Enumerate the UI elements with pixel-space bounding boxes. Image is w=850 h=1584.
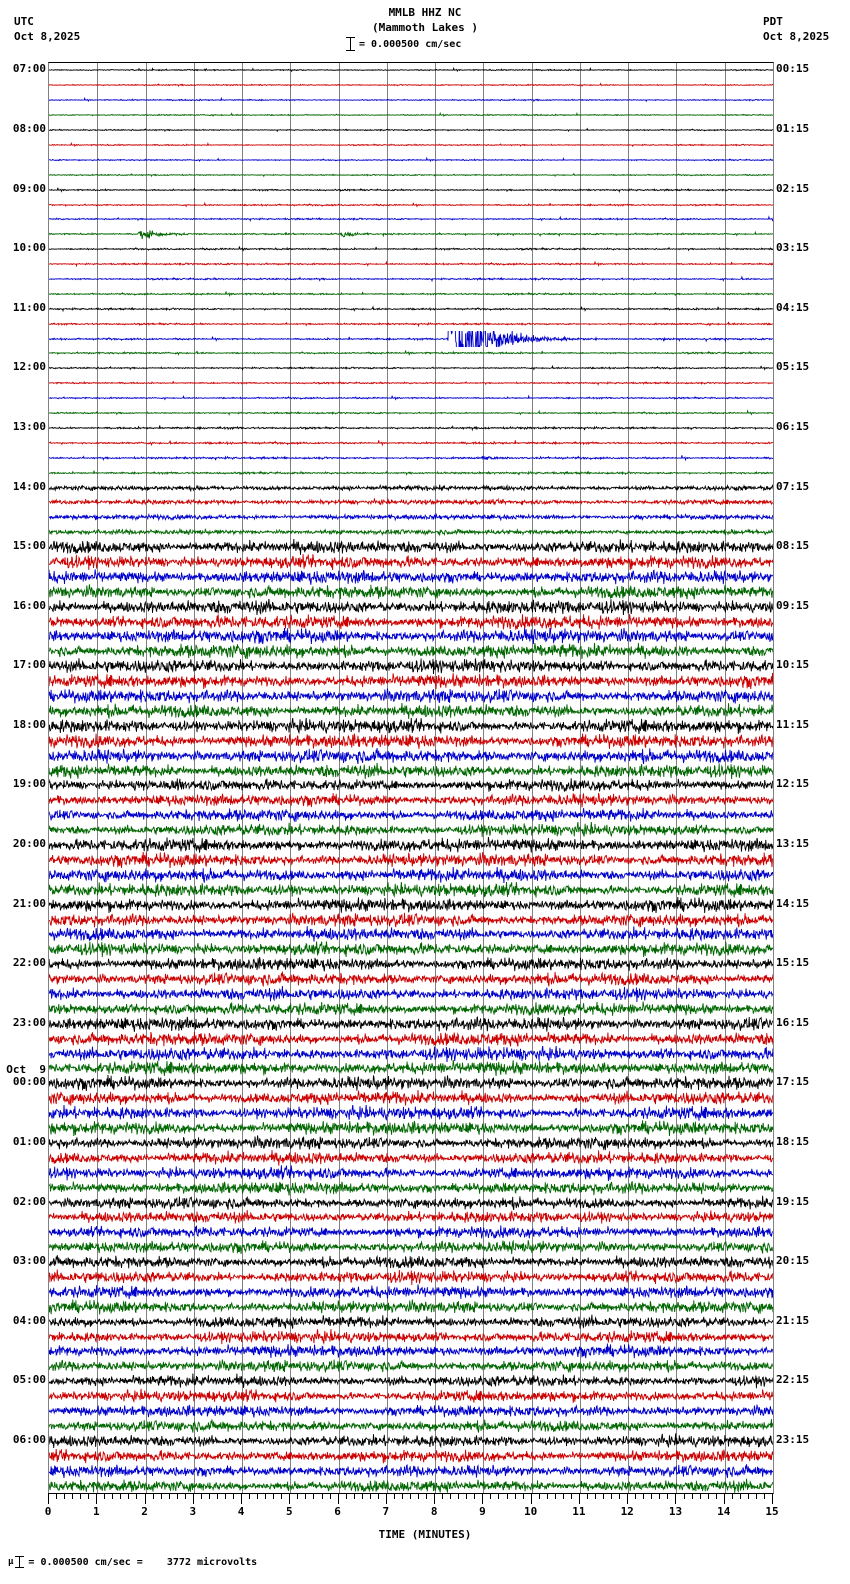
utc-hour-label: 09:00 bbox=[12, 181, 46, 195]
x-major-tick bbox=[96, 1493, 97, 1504]
pdt-hour-label: 11:15 bbox=[776, 717, 810, 731]
seismic-trace bbox=[49, 539, 773, 555]
helicorder-plot[interactable] bbox=[48, 62, 774, 1494]
x-minor-tick bbox=[756, 1493, 757, 1499]
x-minor-tick bbox=[490, 1493, 491, 1499]
seismic-trace bbox=[49, 1120, 773, 1136]
x-minor-tick bbox=[120, 1493, 121, 1499]
seismic-trace bbox=[49, 1299, 773, 1315]
pdt-hour-label: 14:15 bbox=[776, 896, 810, 910]
x-minor-tick bbox=[595, 1493, 596, 1499]
utc-hour-label: 06:00 bbox=[12, 1432, 46, 1446]
seismic-trace bbox=[49, 673, 773, 689]
utc-hour-label: 18:00 bbox=[12, 717, 46, 731]
seismic-trace bbox=[49, 837, 773, 853]
pdt-hour-label: 13:15 bbox=[776, 837, 810, 850]
x-minor-tick bbox=[619, 1493, 620, 1499]
x-minor-tick bbox=[700, 1493, 701, 1499]
x-tick-label: 6 bbox=[334, 1505, 341, 1518]
seismic-trace bbox=[49, 494, 773, 510]
x-minor-tick bbox=[233, 1493, 234, 1499]
pdt-hour-label: 19:15 bbox=[776, 1194, 810, 1208]
seismic-trace bbox=[49, 1478, 773, 1494]
x-minor-tick bbox=[651, 1493, 652, 1499]
seismic-trace bbox=[49, 1165, 773, 1181]
seismic-trace bbox=[49, 658, 773, 674]
seismic-trace bbox=[49, 271, 773, 287]
utc-hour-label: 01:00 bbox=[12, 1134, 46, 1148]
x-tick-label: 2 bbox=[141, 1505, 148, 1518]
seismic-trace bbox=[49, 867, 773, 883]
seismic-trace bbox=[49, 643, 773, 659]
utc-hour-label: 02:00 bbox=[12, 1194, 46, 1208]
x-minor-tick bbox=[547, 1493, 548, 1499]
seismic-trace bbox=[49, 1388, 773, 1404]
seismic-trace bbox=[49, 375, 773, 391]
x-minor-tick bbox=[80, 1493, 81, 1499]
x-minor-tick bbox=[507, 1493, 508, 1499]
seismic-trace bbox=[49, 688, 773, 704]
seismic-trace bbox=[49, 435, 773, 451]
seismic-trace bbox=[49, 1001, 773, 1017]
seismic-trace bbox=[49, 1284, 773, 1300]
seismic-trace bbox=[49, 465, 773, 481]
utc-hour-label: 05:00 bbox=[12, 1373, 46, 1387]
seismic-trace bbox=[49, 509, 773, 525]
x-minor-tick bbox=[56, 1493, 57, 1499]
seismic-trace bbox=[49, 1403, 773, 1419]
seismic-trace bbox=[49, 777, 773, 793]
seismic-trace bbox=[49, 62, 773, 78]
x-minor-tick bbox=[185, 1493, 186, 1499]
x-tick-label: 3 bbox=[189, 1505, 197, 1518]
x-minor-tick bbox=[136, 1493, 137, 1499]
x-minor-tick bbox=[635, 1493, 636, 1499]
x-minor-tick bbox=[748, 1493, 749, 1499]
x-major-tick bbox=[434, 1493, 435, 1504]
utc-hour-label: 11:00 bbox=[12, 300, 46, 314]
seismic-trace bbox=[49, 226, 773, 242]
pdt-hour-label: 00:15 bbox=[776, 62, 810, 76]
utc-hour-label: 14:00 bbox=[12, 479, 46, 493]
seismic-trace bbox=[49, 1329, 773, 1345]
pdt-hour-label: 01:15 bbox=[776, 122, 810, 135]
seismic-trace bbox=[49, 331, 773, 347]
x-minor-tick bbox=[370, 1493, 371, 1499]
x-tick-label: 1 bbox=[92, 1505, 100, 1518]
pdt-hour-label: 10:15 bbox=[776, 658, 810, 672]
utc-hour-label: 16:00 bbox=[12, 598, 46, 612]
x-minor-tick bbox=[498, 1493, 499, 1499]
seismic-trace bbox=[49, 941, 773, 957]
x-tick-label: 9 bbox=[479, 1505, 486, 1518]
x-minor-tick bbox=[346, 1493, 347, 1499]
x-minor-tick bbox=[72, 1493, 73, 1499]
utc-hour-label: 04:00 bbox=[12, 1313, 46, 1327]
x-tick-label: 14 bbox=[717, 1505, 731, 1518]
seismic-trace bbox=[49, 107, 773, 123]
station-title: MMLB HHZ NC bbox=[388, 6, 462, 19]
seismic-trace bbox=[49, 1433, 773, 1449]
x-minor-tick bbox=[128, 1493, 129, 1499]
seismic-trace bbox=[49, 390, 773, 406]
x-tick-label: 10 bbox=[524, 1505, 538, 1518]
utc-hour-label: 22:00 bbox=[12, 956, 46, 970]
station-location: (Mammoth Lakes ) bbox=[372, 21, 478, 34]
utc-hour-label: 15:00 bbox=[12, 539, 46, 553]
seismic-trace bbox=[49, 345, 773, 361]
pdt-hour-label: 08:15 bbox=[776, 539, 810, 553]
seismic-trace bbox=[49, 703, 773, 719]
x-tick-label: 13 bbox=[668, 1505, 683, 1518]
pdt-hour-label: 23:15 bbox=[776, 1432, 810, 1446]
pdt-hour-label: 06:15 bbox=[776, 419, 810, 433]
x-minor-tick bbox=[88, 1493, 89, 1499]
seismic-trace bbox=[49, 986, 773, 1002]
scale-bar-icon bbox=[346, 37, 355, 51]
x-minor-tick bbox=[64, 1493, 65, 1499]
x-minor-tick bbox=[659, 1493, 660, 1499]
x-minor-tick bbox=[153, 1493, 154, 1499]
footer-scale-text: = 0.000500 cm/sec = 3772 microvolts bbox=[28, 1556, 258, 1568]
pdt-hour-label: 09:15 bbox=[776, 598, 810, 612]
x-major-tick bbox=[627, 1493, 628, 1504]
seismic-trace bbox=[49, 1016, 773, 1032]
seismic-trace bbox=[49, 1195, 773, 1211]
x-major-tick bbox=[772, 1493, 773, 1504]
x-minor-tick bbox=[515, 1493, 516, 1499]
seismic-trace bbox=[49, 956, 773, 972]
pdt-hour-label: 17:15 bbox=[776, 1075, 810, 1089]
utc-hour-label: 23:00 bbox=[12, 1015, 46, 1029]
x-major-tick bbox=[193, 1493, 194, 1504]
day-change-label: Oct 9 bbox=[6, 1063, 46, 1077]
utc-hour-label: 12:00 bbox=[12, 360, 46, 374]
x-major-tick bbox=[386, 1493, 387, 1504]
pdt-hour-label: 20:15 bbox=[776, 1254, 810, 1268]
x-minor-tick bbox=[474, 1493, 475, 1499]
seismic-trace bbox=[49, 1314, 773, 1330]
utc-hour-label: 13:00 bbox=[12, 419, 46, 433]
seismic-trace bbox=[49, 524, 773, 540]
seismic-trace bbox=[49, 316, 773, 332]
x-minor-tick bbox=[643, 1493, 644, 1499]
pdt-date-label: Oct 8,2025 bbox=[763, 30, 830, 43]
seismic-trace bbox=[49, 1180, 773, 1196]
x-minor-tick bbox=[322, 1493, 323, 1499]
seismic-trace bbox=[49, 971, 773, 987]
x-minor-tick bbox=[716, 1493, 717, 1499]
pdt-hour-label: 04:15 bbox=[776, 300, 810, 314]
x-minor-tick bbox=[330, 1493, 331, 1499]
micro-symbol: μ bbox=[8, 1557, 14, 1567]
seismic-trace bbox=[49, 882, 773, 898]
seismic-trace bbox=[49, 1254, 773, 1270]
x-minor-tick bbox=[225, 1493, 226, 1499]
pdt-hour-label: 16:15 bbox=[776, 1015, 810, 1029]
x-minor-tick bbox=[297, 1493, 298, 1499]
seismic-trace bbox=[49, 718, 773, 734]
utc-hour-label: 10:00 bbox=[12, 241, 46, 255]
seismic-trace bbox=[49, 1209, 773, 1225]
utc-time-axis bbox=[0, 62, 46, 1492]
x-minor-tick bbox=[450, 1493, 451, 1499]
seismic-trace bbox=[49, 167, 773, 183]
seismic-trace bbox=[49, 360, 773, 376]
x-minor-tick bbox=[362, 1493, 363, 1499]
seismic-trace bbox=[49, 1418, 773, 1434]
pdt-hour-label: 12:15 bbox=[776, 777, 810, 791]
seismic-trace bbox=[49, 152, 773, 168]
seismic-trace bbox=[49, 1075, 773, 1091]
x-minor-tick bbox=[466, 1493, 467, 1499]
pdt-hour-label: 21:15 bbox=[776, 1313, 810, 1327]
seismic-trace bbox=[49, 450, 773, 466]
utc-hour-label: 08:00 bbox=[12, 122, 46, 135]
seismic-trace bbox=[49, 1239, 773, 1255]
x-minor-tick bbox=[611, 1493, 612, 1499]
scale-bar-icon-footer bbox=[15, 1556, 24, 1568]
pdt-hour-label: 22:15 bbox=[776, 1373, 810, 1387]
x-minor-tick bbox=[402, 1493, 403, 1499]
x-major-tick bbox=[289, 1493, 290, 1504]
x-minor-tick bbox=[732, 1493, 733, 1499]
x-minor-tick bbox=[523, 1493, 524, 1499]
pdt-timezone-label: PDT bbox=[763, 15, 783, 28]
seismic-trace bbox=[49, 1150, 773, 1166]
x-minor-tick bbox=[265, 1493, 266, 1499]
x-major-tick bbox=[579, 1493, 580, 1504]
x-major-tick bbox=[675, 1493, 676, 1504]
x-minor-tick bbox=[217, 1493, 218, 1499]
seismic-trace bbox=[49, 1060, 773, 1076]
x-tick-label: 4 bbox=[237, 1505, 245, 1518]
x-tick-label: 7 bbox=[382, 1505, 390, 1518]
x-minor-tick bbox=[169, 1493, 170, 1499]
x-minor-tick bbox=[667, 1493, 668, 1499]
pdt-hour-label: 07:15 bbox=[776, 479, 810, 493]
seismic-trace bbox=[49, 137, 773, 153]
seismic-trace bbox=[49, 807, 773, 823]
seismic-trace bbox=[49, 1463, 773, 1479]
pdt-hour-label: 02:15 bbox=[776, 181, 810, 195]
seismic-trace bbox=[49, 554, 773, 570]
utc-hour-label: 00:00 bbox=[12, 1075, 46, 1089]
x-minor-tick bbox=[201, 1493, 202, 1499]
footer-scale-note bbox=[8, 1556, 257, 1568]
x-minor-tick bbox=[708, 1493, 709, 1499]
x-major-tick bbox=[531, 1493, 532, 1504]
seismic-trace bbox=[49, 733, 773, 749]
x-minor-tick bbox=[587, 1493, 588, 1499]
x-major-tick bbox=[724, 1493, 725, 1504]
seismic-trace bbox=[49, 197, 773, 213]
seismic-trace bbox=[49, 211, 773, 227]
x-minor-tick bbox=[177, 1493, 178, 1499]
seismic-trace bbox=[49, 182, 773, 198]
seismic-trace bbox=[49, 926, 773, 942]
x-major-tick bbox=[48, 1493, 49, 1504]
seismic-trace bbox=[49, 480, 773, 496]
x-minor-tick bbox=[692, 1493, 693, 1499]
seismic-trace bbox=[49, 763, 773, 779]
x-minor-tick bbox=[563, 1493, 564, 1499]
x-tick-label: 12 bbox=[620, 1505, 634, 1518]
pdt-hour-label: 15:15 bbox=[776, 956, 810, 970]
utc-hour-label: 21:00 bbox=[12, 896, 46, 910]
seismic-trace bbox=[49, 1090, 773, 1106]
utc-hour-label: 07:00 bbox=[12, 62, 46, 76]
seismic-trace bbox=[49, 599, 773, 615]
x-tick-label: 5 bbox=[286, 1505, 293, 1518]
x-minor-tick bbox=[684, 1493, 685, 1499]
x-minor-tick bbox=[410, 1493, 411, 1499]
x-minor-tick bbox=[112, 1493, 113, 1499]
x-minor-tick bbox=[555, 1493, 556, 1499]
seismic-trace bbox=[49, 256, 773, 272]
seismic-trace bbox=[49, 569, 773, 585]
x-minor-tick bbox=[281, 1493, 282, 1499]
seismic-trace bbox=[49, 122, 773, 138]
utc-hour-label: 03:00 bbox=[12, 1254, 46, 1268]
seismic-trace bbox=[49, 584, 773, 600]
pdt-hour-label: 18:15 bbox=[776, 1134, 810, 1148]
x-minor-tick bbox=[161, 1493, 162, 1499]
seismic-trace bbox=[49, 405, 773, 421]
x-minor-tick bbox=[257, 1493, 258, 1499]
seismic-trace bbox=[49, 628, 773, 644]
x-minor-tick bbox=[603, 1493, 604, 1499]
seismic-trace bbox=[49, 1135, 773, 1151]
pdt-hour-label: 05:15 bbox=[776, 360, 810, 374]
x-tick-label: 15 bbox=[765, 1505, 779, 1518]
seismic-trace bbox=[49, 912, 773, 928]
x-minor-tick bbox=[458, 1493, 459, 1499]
seismic-trace bbox=[49, 614, 773, 630]
scale-legend-text: = 0.000500 cm/sec bbox=[359, 38, 462, 50]
utc-hour-label: 19:00 bbox=[12, 777, 46, 791]
seismic-trace bbox=[49, 897, 773, 913]
x-tick-label: 8 bbox=[430, 1505, 438, 1518]
x-major-tick bbox=[482, 1493, 483, 1504]
seismic-trace bbox=[49, 852, 773, 868]
x-minor-tick bbox=[418, 1493, 419, 1499]
seismic-trace bbox=[49, 1046, 773, 1062]
x-minor-tick bbox=[104, 1493, 105, 1499]
x-minor-tick bbox=[249, 1493, 250, 1499]
x-minor-tick bbox=[740, 1493, 741, 1499]
seismic-trace bbox=[49, 241, 773, 257]
seismic-trace bbox=[49, 1031, 773, 1047]
seismic-trace bbox=[49, 1358, 773, 1374]
x-minor-tick bbox=[539, 1493, 540, 1499]
x-minor-tick bbox=[442, 1493, 443, 1499]
x-major-tick bbox=[145, 1493, 146, 1504]
x-minor-tick bbox=[273, 1493, 274, 1499]
seismic-trace bbox=[49, 92, 773, 108]
seismic-trace bbox=[49, 1224, 773, 1240]
seismic-trace bbox=[49, 822, 773, 838]
seismic-trace bbox=[49, 1373, 773, 1389]
x-tick-label: 0 bbox=[44, 1505, 52, 1518]
minutes-axis bbox=[44, 1493, 779, 1518]
x-minor-tick bbox=[313, 1493, 314, 1499]
seismic-trace bbox=[49, 420, 773, 436]
seismic-trace bbox=[49, 1448, 773, 1464]
x-minor-tick bbox=[305, 1493, 306, 1499]
x-minor-tick bbox=[426, 1493, 427, 1499]
x-tick-label: 11 bbox=[572, 1505, 586, 1518]
x-minor-tick bbox=[394, 1493, 395, 1499]
seismic-trace bbox=[49, 77, 773, 93]
x-minor-tick bbox=[764, 1493, 765, 1499]
utc-hour-label: 20:00 bbox=[12, 837, 46, 850]
utc-hour-label: 17:00 bbox=[12, 658, 46, 672]
seismic-trace bbox=[49, 301, 773, 317]
seismic-trace bbox=[49, 1269, 773, 1285]
x-minor-tick bbox=[378, 1493, 379, 1499]
x-axis-title: TIME (MINUTES) bbox=[378, 1528, 472, 1541]
x-minor-tick bbox=[209, 1493, 210, 1499]
x-minor-tick bbox=[571, 1493, 572, 1499]
scale-legend bbox=[346, 36, 461, 52]
pdt-hour-label: 03:15 bbox=[776, 241, 810, 255]
seismic-trace bbox=[49, 1105, 773, 1121]
pdt-time-axis bbox=[776, 62, 848, 1492]
seismic-trace bbox=[49, 286, 773, 302]
seismic-trace bbox=[49, 748, 773, 764]
seismic-trace bbox=[49, 1343, 773, 1359]
x-major-tick bbox=[338, 1493, 339, 1504]
x-major-tick bbox=[241, 1493, 242, 1504]
utc-timezone-label: UTC bbox=[14, 15, 34, 28]
seismic-trace bbox=[49, 792, 773, 808]
utc-date-label: Oct 8,2025 bbox=[14, 30, 81, 43]
x-minor-tick bbox=[354, 1493, 355, 1499]
